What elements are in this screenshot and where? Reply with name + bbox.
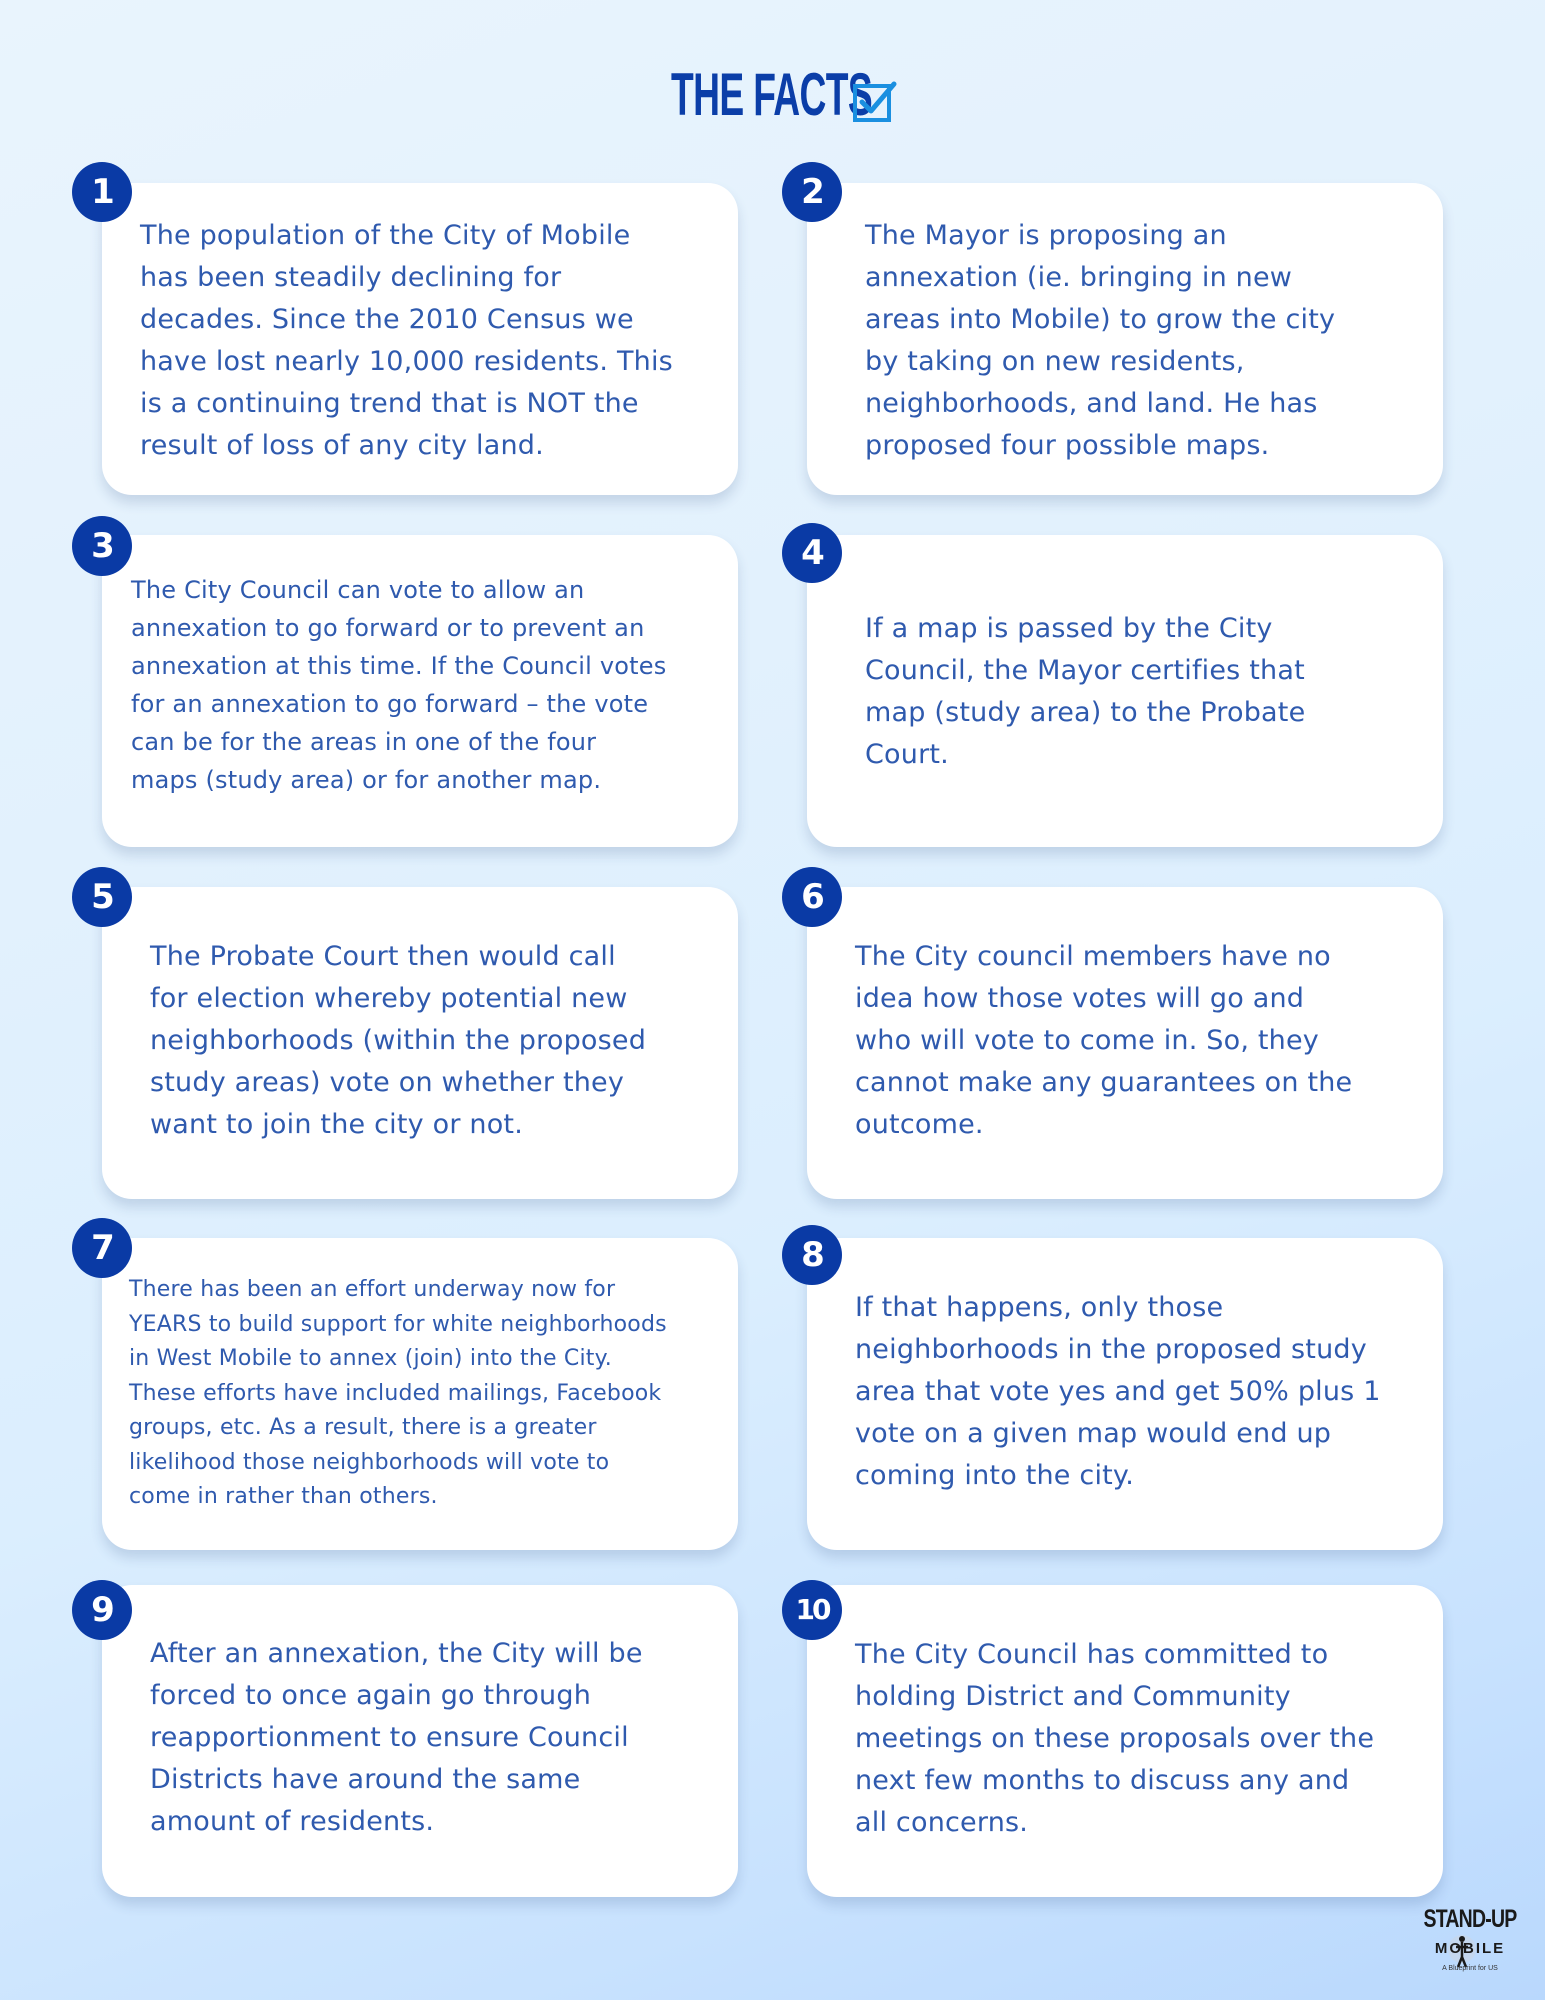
fact-card-9 xyxy=(102,1585,738,1897)
page-title: THE FACTS xyxy=(671,61,873,128)
fact-number-1: 1 xyxy=(72,162,132,222)
fact-number-8: 8 xyxy=(782,1225,842,1285)
fact-text-8: If that happens, only those neighborhoods in the proposed study area that vote yes and get 50% plus 1 vote on a given map would end up coming into the city. xyxy=(855,1292,1381,1491)
fact-text-1: The population of the City of Mobile has been steadily declining for decades. Since the 2010 Census we have lost nearly 10,000 residents. This is a continuing trend that is NOT the result of loss of any city land. xyxy=(140,220,673,461)
fact-card-10 xyxy=(807,1585,1443,1897)
fact-number-7: 7 xyxy=(72,1218,132,1278)
fact-card-2 xyxy=(807,183,1443,495)
fact-text-3: The City Council can vote to allow an annexation to go forward or to prevent an annexation at this time. If the Council votes for an annexation to go forward – the vote can be for the areas in one of the four maps (study area) or for another map. xyxy=(131,576,667,794)
fact-number-2: 2 xyxy=(782,162,842,222)
fact-text-5: The Probate Court then would call for election whereby potential new neighborhoods (within the proposed study areas) vote on whether they want to join the city or not. xyxy=(150,941,647,1140)
stand-up-mobile-logo xyxy=(1410,1905,1530,1990)
fact-text-2: The Mayor is proposing an annexation (ie. bringing in new areas into Mobile) to grow the city by taking on new residents, neighborhoods, and land. He has proposed four possible maps. xyxy=(865,220,1336,461)
fact-text-9: After an annexation, the City will be forced to once again go through reapportionment to ensure Council Districts have around the same amount of residents. xyxy=(150,1638,643,1837)
fact-text-10: The City Council has committed to holding District and Community meetings on these proposals over the next few months to discuss any and all concerns. xyxy=(855,1639,1375,1838)
logo-bottom-text: MOBILE xyxy=(1434,1940,1506,1957)
fact-number-3: 3 xyxy=(72,516,132,576)
fact-card-1 xyxy=(102,183,738,495)
fact-number-5: 5 xyxy=(72,867,132,927)
logo-tagline: A Blueprint for US xyxy=(1442,1965,1498,1972)
fact-number-10: 10 xyxy=(782,1580,842,1640)
fact-text-6: The City council members have no idea how those votes will go and who will vote to come in. So, they cannot make any guarantees on the outcome. xyxy=(855,941,1353,1140)
fact-text-7: There has been an effort underway now for YEARS to build support for white neighborhoods in West Mobile to annex (join) into the City. These efforts have included mailings, Facebook groups, etc. As a result, there is a greater likelihood those neighborhoods will vote to come in rather than others. xyxy=(129,1277,667,1509)
fact-card-5 xyxy=(102,887,738,1199)
fact-number-6: 6 xyxy=(782,867,842,927)
logo-top-text: STAND-UP xyxy=(1423,1905,1517,1933)
fact-number-4: 4 xyxy=(782,523,842,583)
fact-card-3 xyxy=(102,535,738,847)
fact-text-4: If a map is passed by the City Council, the Mayor certifies that map (study area) to the Probate Court. xyxy=(865,613,1306,770)
fact-card-8 xyxy=(807,1238,1443,1550)
fact-card-4 xyxy=(807,535,1443,847)
checkbox-check-icon xyxy=(852,78,898,124)
fact-card-7 xyxy=(102,1238,738,1550)
fact-card-6 xyxy=(807,887,1443,1199)
fact-number-9: 9 xyxy=(72,1580,132,1640)
